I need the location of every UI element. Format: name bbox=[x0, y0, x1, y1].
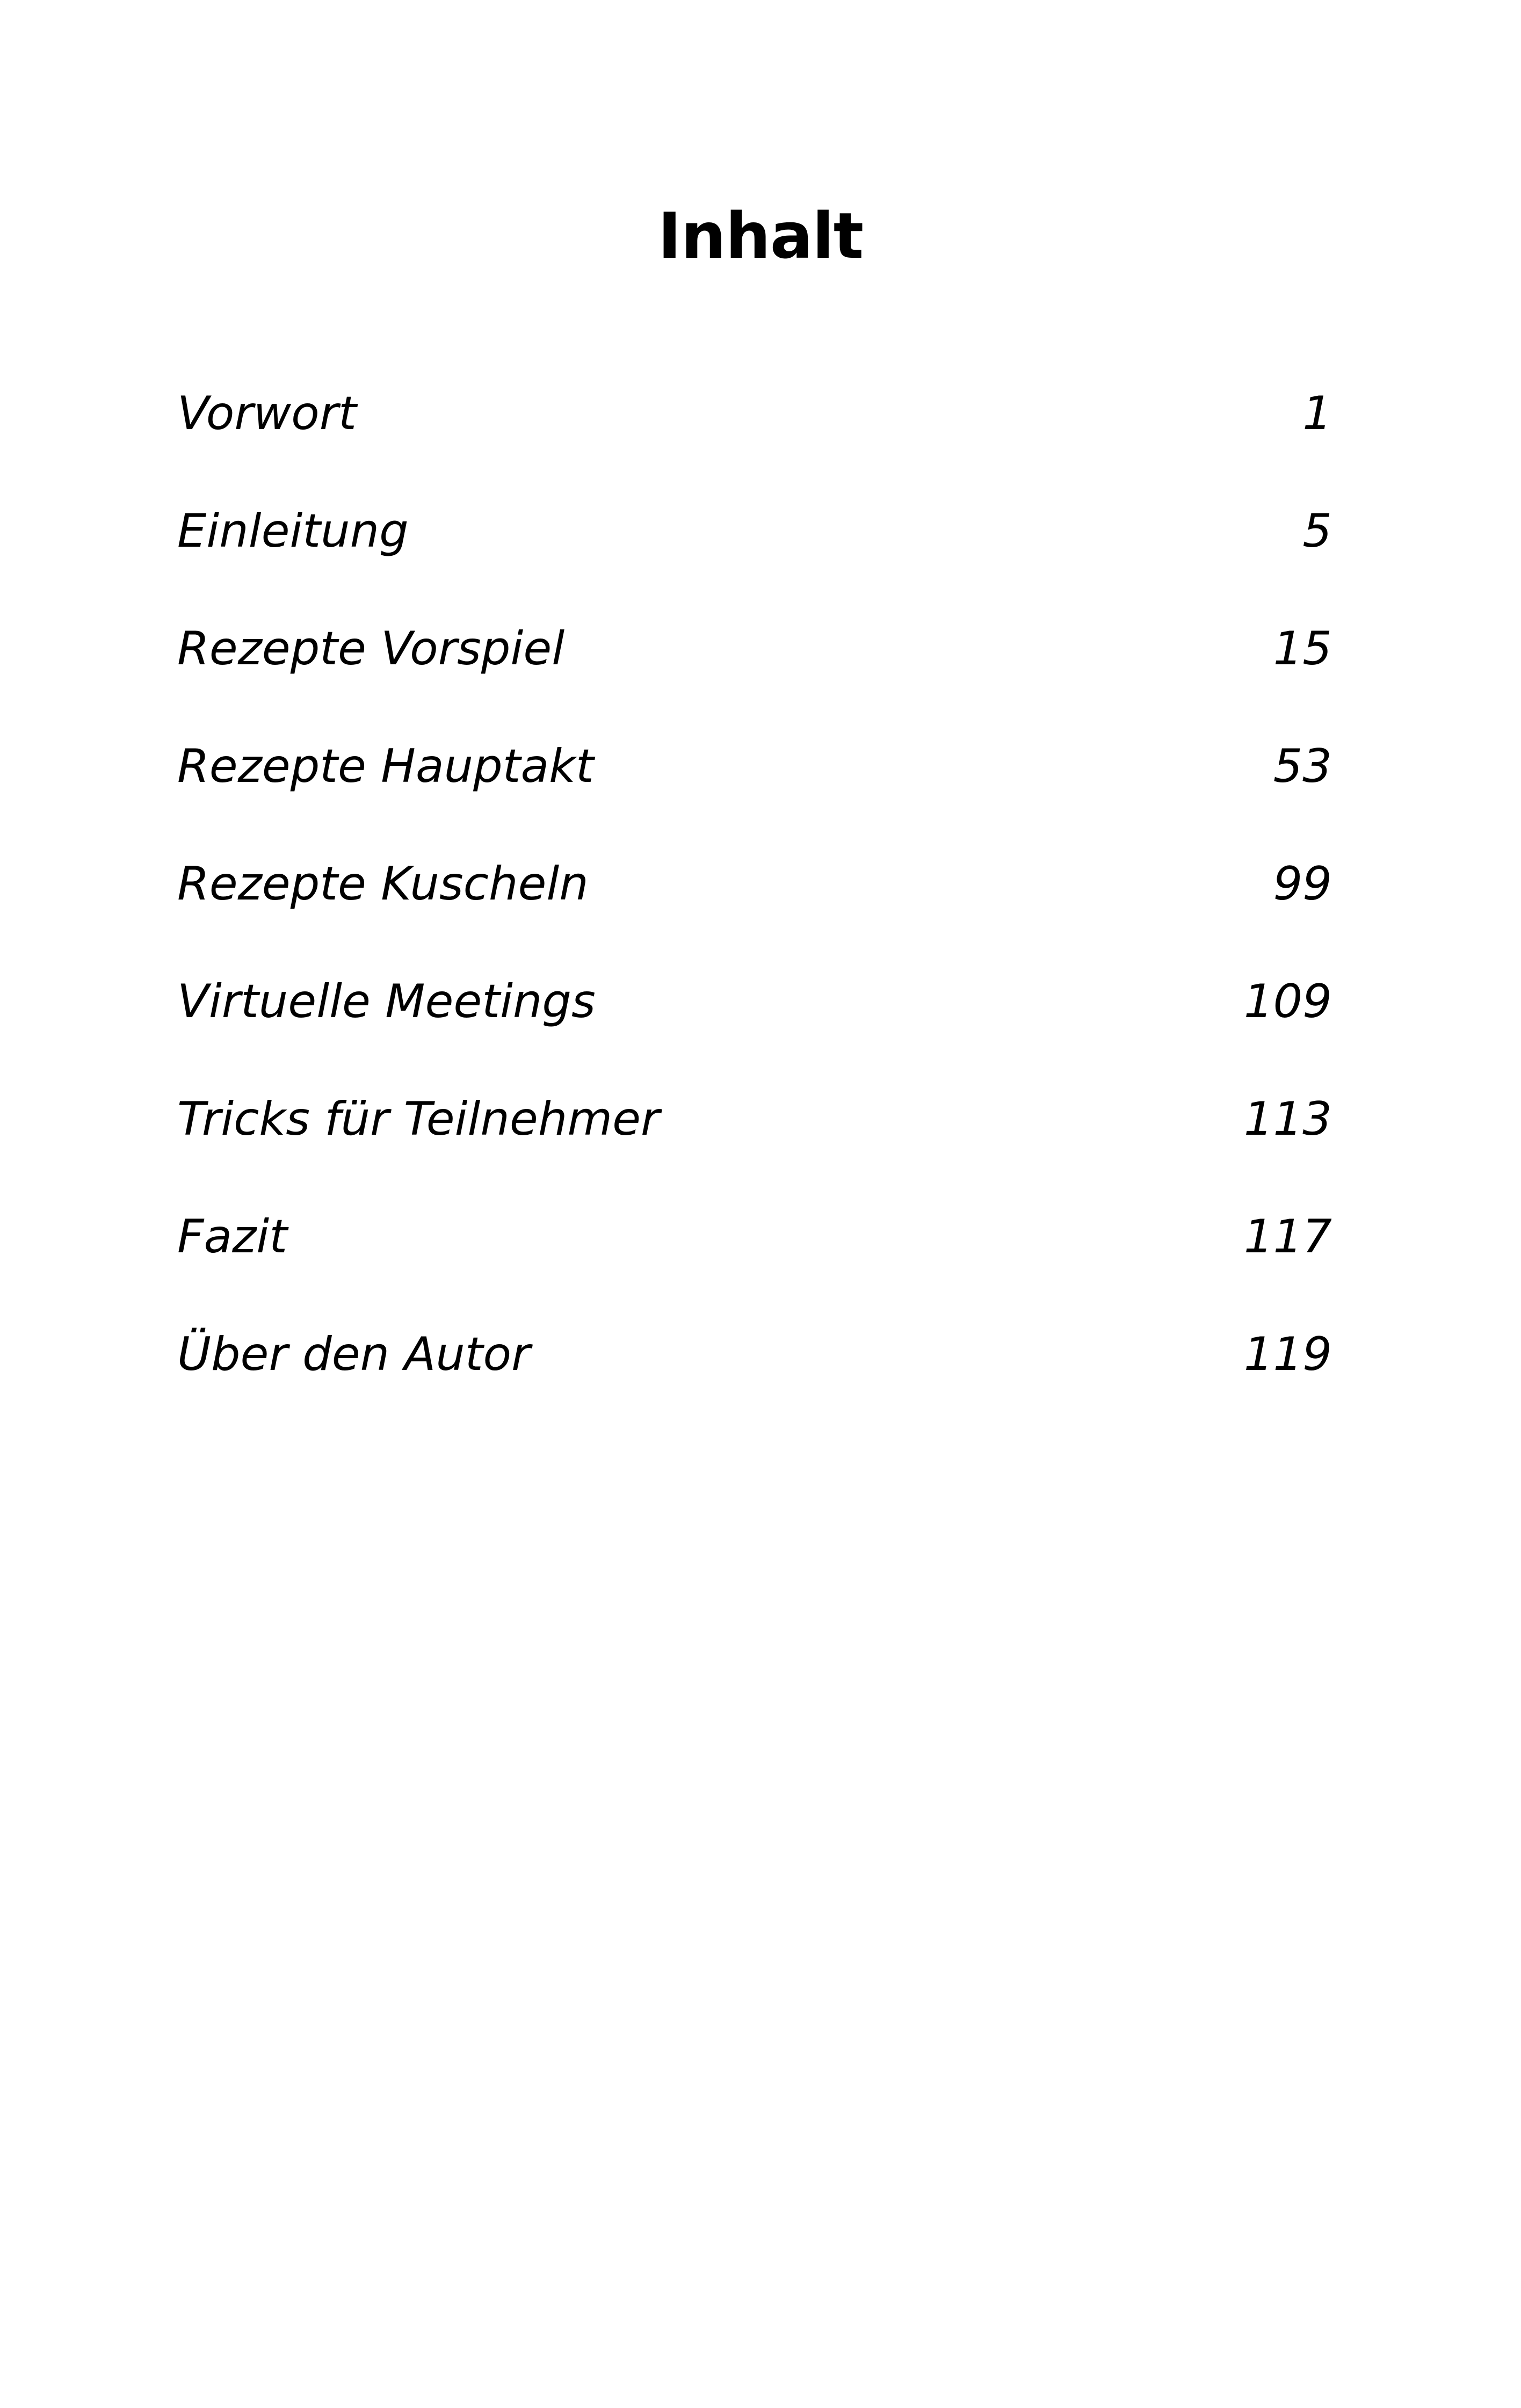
toc-entry-fazit bbox=[177, 1199, 1332, 1317]
toc-entry-title: Tricks für Teilnehmer bbox=[177, 1092, 660, 1146]
toc-entry-page-number: 53 bbox=[1273, 739, 1332, 793]
toc-entry-page-number: 1 bbox=[1302, 387, 1332, 440]
toc-entry-title: Fazit bbox=[177, 1210, 287, 1264]
toc-entry-page-number: 113 bbox=[1243, 1092, 1332, 1146]
toc-entry-title: Rezepte Kuscheln bbox=[177, 857, 589, 911]
toc-entry-title: Rezepte Hauptakt bbox=[177, 739, 594, 793]
toc-entry-title: Rezepte Vorspiel bbox=[177, 622, 565, 676]
toc-entry-virtuelle-meetings bbox=[177, 964, 1332, 1082]
page-title: Inhalt bbox=[657, 199, 864, 273]
toc-entry-page-number: 5 bbox=[1302, 504, 1332, 558]
toc-entry-ueber-den-autor bbox=[177, 1317, 1332, 1434]
toc-entry-page-number: 15 bbox=[1273, 622, 1332, 676]
toc-entry-rezepte-kuscheln bbox=[177, 846, 1332, 964]
toc-entry-rezepte-hauptakt bbox=[177, 729, 1332, 846]
table-of-contents bbox=[177, 376, 1332, 1434]
toc-entry-title: Vorwort bbox=[177, 387, 357, 440]
toc-entry-page-number: 109 bbox=[1243, 975, 1332, 1028]
toc-entry-tricks-fuer-teilnehmer bbox=[177, 1082, 1332, 1199]
toc-entry-page-number: 117 bbox=[1243, 1210, 1332, 1264]
toc-entry-title: Virtuelle Meetings bbox=[177, 975, 596, 1028]
toc-entry-rezepte-vorspiel bbox=[177, 611, 1332, 729]
toc-entry-title: Einleitung bbox=[177, 504, 409, 558]
toc-entry-page-number: 99 bbox=[1273, 857, 1332, 911]
toc-entry-einleitung bbox=[177, 494, 1332, 611]
toc-entry-page-number: 119 bbox=[1243, 1328, 1332, 1381]
toc-entry-vorwort bbox=[177, 376, 1332, 494]
toc-entry-title: Über den Autor bbox=[177, 1328, 531, 1381]
